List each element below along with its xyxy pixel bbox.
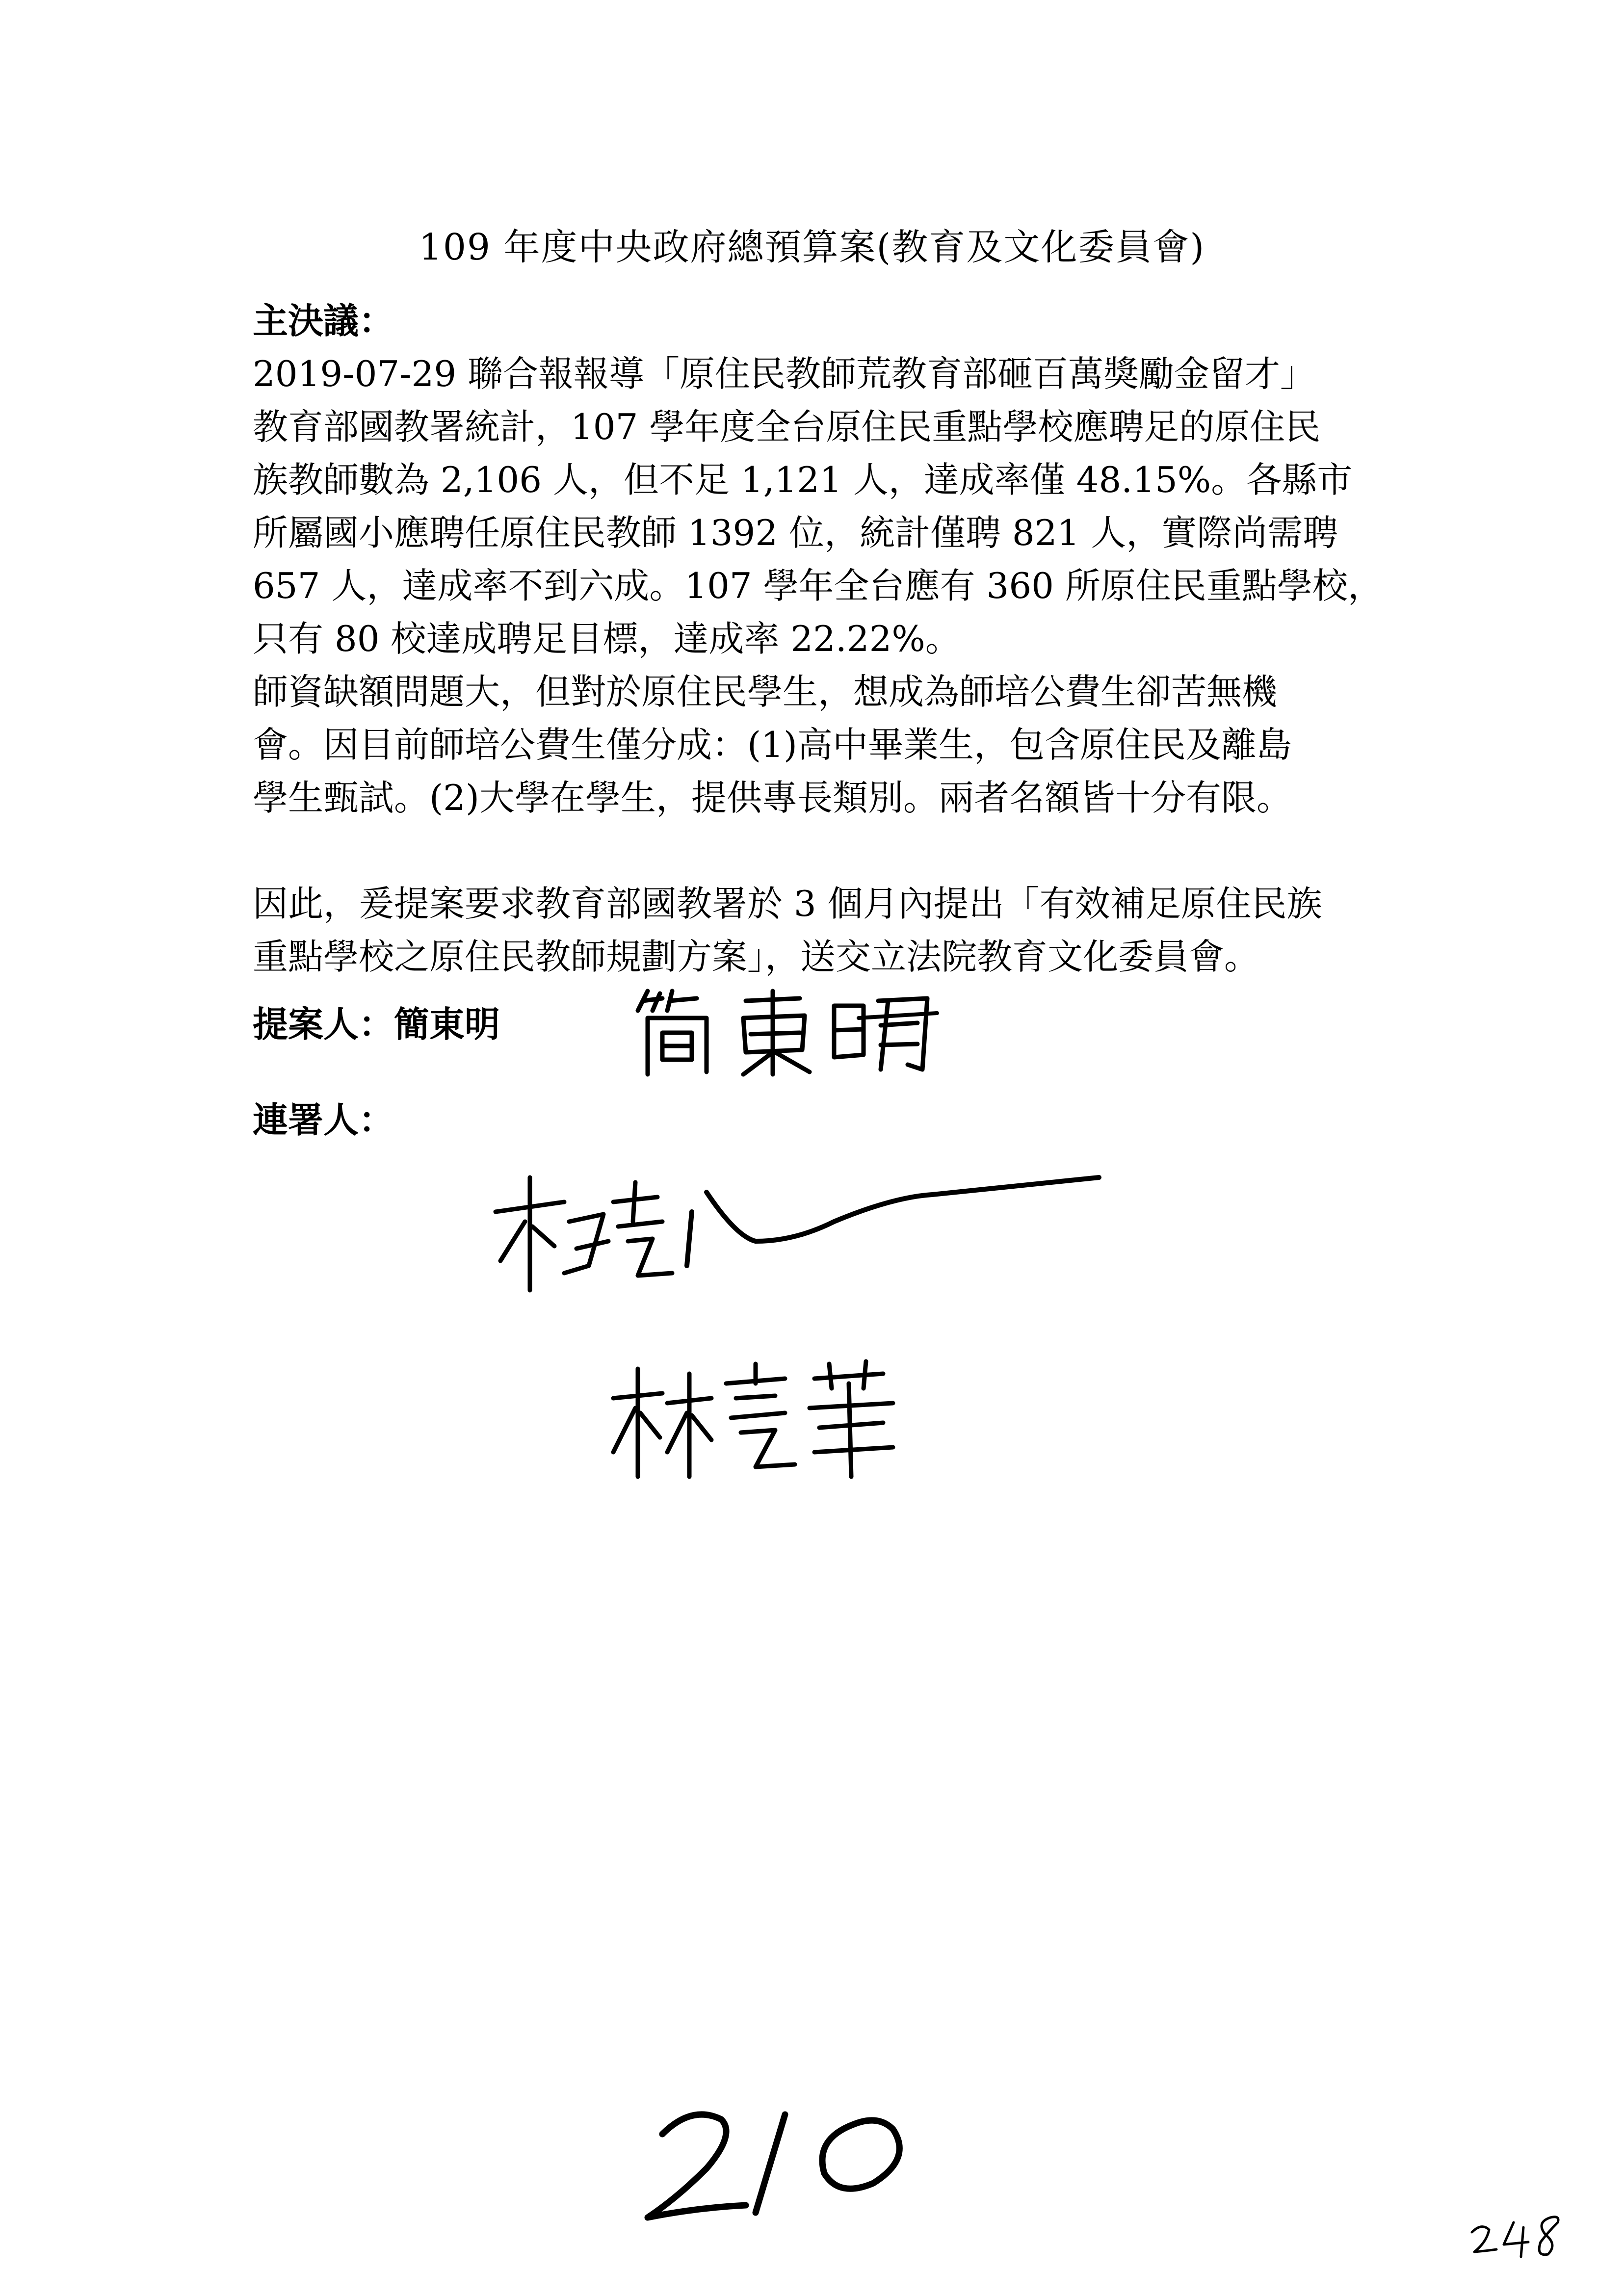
paragraph-line: 教育部國教署統計，107 學年度全台原住民重點學校應聘足的原住民 <box>253 406 1321 447</box>
paragraph-line: 只有 80 校達成聘足目標，達成率 22.22%。 <box>253 618 961 659</box>
document-body <box>253 294 1391 983</box>
paragraph-line: 族教師數為 2,106 人，但不足 1,121 人，達成率僅 48.15%。各縣市 <box>253 459 1353 500</box>
paragraph-line: 因此，爰提案要求教育部國教署於 3 個月內提出「有效補足原住民族 <box>253 883 1322 924</box>
paragraph-line: 會。因目前師培公費生僅分成：(1)高中畢業生，包含原住民及離島 <box>253 724 1292 765</box>
paragraph-line: 學生甄試。(2)大學在學生，提供專長類別。兩者名額皆十分有限。 <box>253 777 1292 818</box>
paragraph-gap <box>253 824 1391 877</box>
document-title: 109 年度中央政府總預算案(教育及文化委員會) <box>419 226 1205 268</box>
cosigner-signature-2 <box>608 1354 913 1482</box>
proposer-signature <box>633 971 952 1079</box>
handwritten-page-number <box>638 2095 942 2232</box>
proposer-label: 提案人：簡東明 <box>253 1003 500 1045</box>
paragraph-line: 重點學校之原住民教師規劃方案」，送交立法院教育文化委員會。 <box>253 936 1260 977</box>
cosigner-signature-1 <box>491 1168 1109 1295</box>
resolution-heading: 主決議： <box>253 300 394 341</box>
paragraph-line: 所屬國小應聘任原住民教師 1392 位，統計僅聘 821 人，實際尚需聘 <box>253 512 1338 553</box>
paragraph-line: 2019-07-29 聯合報報導「原住民教師荒教育部砸百萬獎勵金留才」 <box>253 353 1316 394</box>
cosigner-label: 連署人： <box>253 1099 394 1141</box>
corner-handwritten-mark <box>1467 2208 1570 2262</box>
paragraph-line: 657 人，達成率不到六成。107 學年全台應有 360 所原住民重點學校， <box>253 565 1383 606</box>
paragraph-line: 師資缺額問題大，但對於原住民學生，想成為師培公費生卻苦無機 <box>253 671 1278 712</box>
